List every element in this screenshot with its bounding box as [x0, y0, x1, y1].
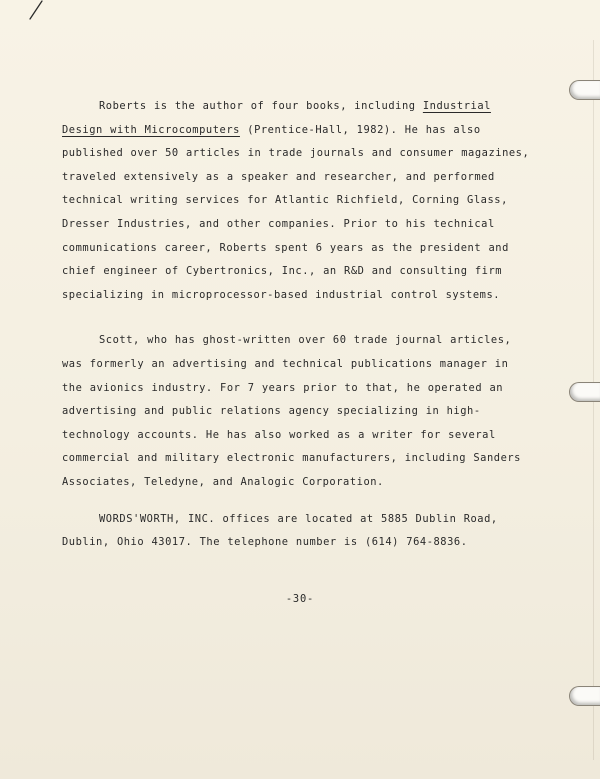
book-title: Industrial Design with Microcomputers [62, 100, 491, 136]
paragraph-roberts-lead: Roberts is the author of four books, including [99, 100, 423, 112]
binder-hole-top [569, 80, 600, 100]
page-number: -30- [285, 593, 315, 605]
paragraph-roberts-bio [62, 95, 532, 307]
binder-hole-bottom [569, 686, 600, 706]
paragraph-roberts-rest: (Prentice-Hall, 1982). He has also published over 50 articles in trade journals and consumer magazines, traveled extensively as a speaker and researcher, and performed technical writing services for Atlantic Richfield, Corning Glass, Dresser Industries, and other companies. Prior to his technical communications career, Roberts spent 6 years as the president and chief engineer of Cybertronics, Inc., an R&D and consulting firm specializing in microprocessor-based industrial control systems. [62, 123, 530, 301]
binder-hole-middle [569, 382, 600, 402]
pen-stroke-mark [28, 0, 44, 20]
paragraph-scott-bio: Scott, who has ghost-written over 60 trade journal articles, was formerly an advertising and technical publications manager in the avionics industry. For 7 years prior to that, he operated an advertising and public relations agency specializing in high-technology accounts. He has also worked as a writer for several commercial and military electronic manufacturers, including Sanders Associates, Teledyne, and Analogic Corporation. [62, 334, 521, 488]
document-body [62, 95, 532, 555]
paragraph-company-contact: WORDS'WORTH, INC. offices are located at 5885 Dublin Road, Dublin, Ohio 43017. The telephone number is (614) 764-8836. [62, 512, 498, 549]
